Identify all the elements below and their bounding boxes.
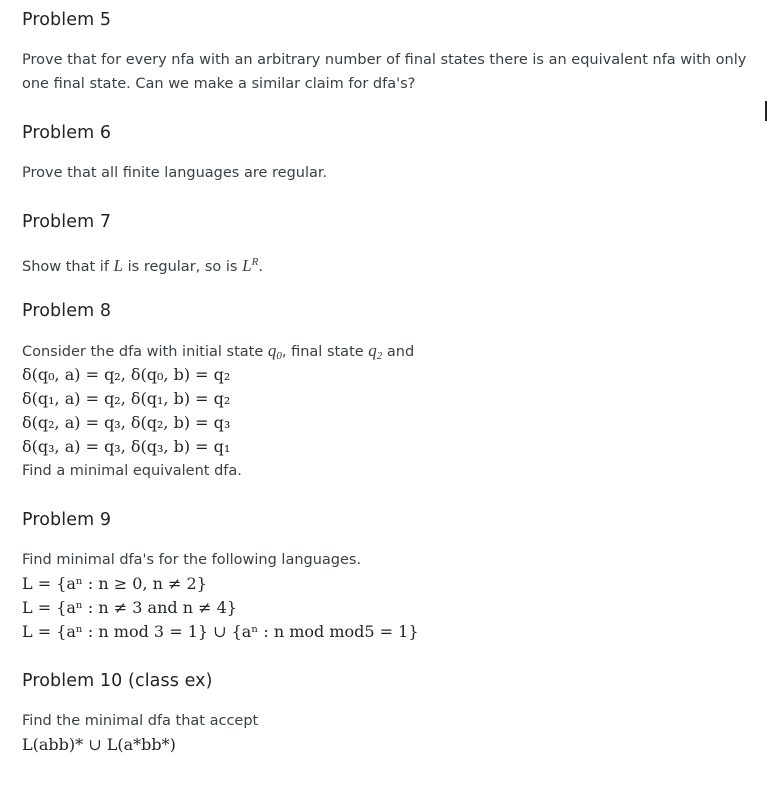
language-definition: L = {aⁿ : n ≠ 3 and n ≠ 4} [22, 598, 237, 617]
state-q2: $q_2$ [368, 341, 383, 362]
problem-7-text [22, 250, 762, 279]
problem-6-text: Prove that all finite languages are regular. [22, 165, 328, 181]
problem-8-heading: Problem 8 [22, 301, 112, 321]
problem-5-text: Prove that for every nfa with an arbitrary number of final states there is an equivalent nfa with only one final state. Can we make a similar claim for dfa's? [22, 52, 747, 92]
problem-5-heading: Problem 5 [22, 10, 112, 30]
variable-L-reverse: $L^R$ [242, 256, 259, 275]
transition-line: δ(q₁, a) = q₂, δ(q₁, b) = q₂ [22, 389, 231, 408]
variable-L: L [113, 256, 124, 275]
problem-10-expression: L(abb)* ∪ L(a*bb*) [22, 735, 176, 754]
problem-8-intro: Consider the dfa with initial state $q_0$, final state $q_2$ and [22, 341, 415, 362]
language-definition: L = {aⁿ : n mod 3 = 1} ∪ {aⁿ : n mod mod5 = 1} [22, 622, 419, 641]
problem-9-intro: Find minimal dfa's for the following languages. [22, 552, 362, 568]
problem-8-footer: Find a minimal equivalent dfa. [22, 463, 242, 479]
problem-6-heading: Problem 6 [22, 123, 112, 143]
problem-7-text-end: . [258, 259, 263, 275]
language-definition: L = {aⁿ : n ≥ 0, n ≠ 2} [22, 574, 207, 593]
problem-7-heading: Problem 7 [22, 212, 112, 232]
transition-line: δ(q₃, a) = q₃, δ(q₃, b) = q₁ [22, 437, 231, 456]
problem-7-text-mid: is regular, so is [127, 259, 238, 275]
problem-9-heading: Problem 9 [22, 510, 112, 530]
text-cursor [765, 101, 767, 121]
transition-line: δ(q₂, a) = q₃, δ(q₂, b) = q₃ [22, 413, 231, 432]
state-q0: $q_0$ [267, 341, 282, 362]
problem-10-heading: Problem 10 (class ex) [22, 671, 213, 691]
transition-line: δ(q₀, a) = q₂, δ(q₀, b) = q₂ [22, 365, 231, 384]
problem-10-intro: Find the minimal dfa that accept [22, 713, 259, 729]
problem-7-text-before: Show that if [22, 259, 109, 275]
